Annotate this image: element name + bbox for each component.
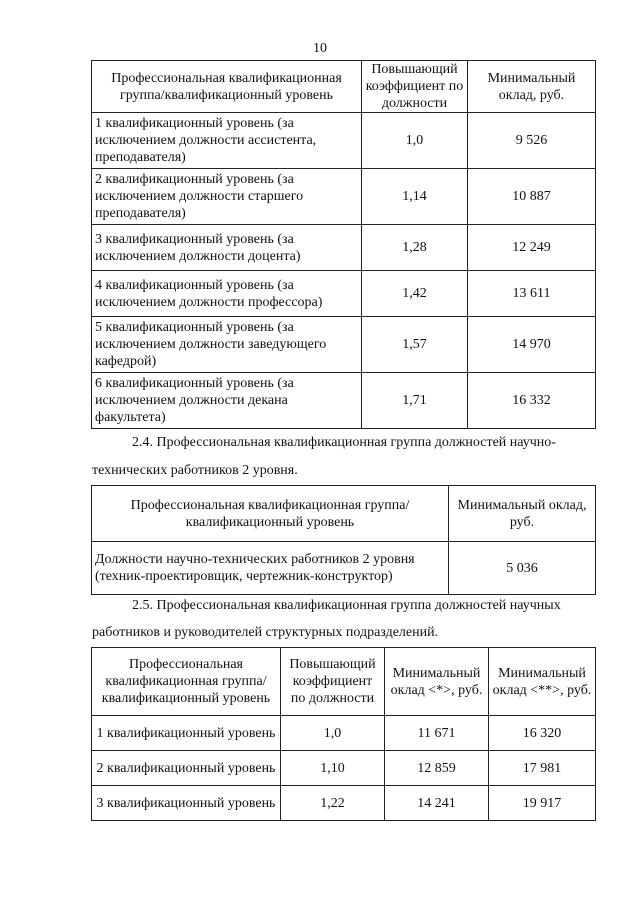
coefficient-cell: 1,0: [362, 113, 468, 169]
level-cell: 2 квалификационный уровень: [92, 751, 281, 786]
salary-cell: 16 320: [489, 716, 596, 751]
level-cell: 2 квалификационный уровень (за исключением должности старшего преподавателя): [92, 169, 362, 225]
level-cell: 1 квалификационный уровень: [92, 716, 281, 751]
column-header-group-level: Профессиональная квалификационная группа/квалификационный уровень: [92, 486, 449, 542]
table-header-row: [92, 648, 596, 716]
coefficient-cell: 1,22: [281, 786, 385, 821]
section-2-4-line-2: технических работников 2 уровня.: [92, 463, 298, 478]
salary-cell: 14 970: [468, 317, 596, 373]
table-row: [92, 113, 596, 169]
table-row: [92, 542, 596, 595]
coefficient-cell: 1,42: [362, 271, 468, 317]
table-header-row: [92, 486, 596, 542]
salary-cell: 5 036: [449, 542, 596, 595]
coefficient-cell: 1,71: [362, 373, 468, 429]
salary-cell: 12 249: [468, 225, 596, 271]
level-cell: 3 квалификационный уровень: [92, 786, 281, 821]
section-2-5-line-1: 2.5. Профессиональная квалификационная группа должностей научных: [132, 598, 561, 613]
coefficient-cell: 1,28: [362, 225, 468, 271]
coefficient-cell: 1,0: [281, 716, 385, 751]
level-cell: 3 квалификационный уровень (за исключением должности доцента): [92, 225, 362, 271]
table-row: [92, 169, 596, 225]
section-2-5-line-2: работников и руководителей структурных подразделений.: [92, 625, 439, 640]
salary-cell: 16 332: [468, 373, 596, 429]
table-header-row: [92, 61, 596, 113]
salary-cell: 12 859: [385, 751, 489, 786]
table-row: [92, 786, 596, 821]
page-number: 10: [313, 41, 327, 56]
table-row: [92, 751, 596, 786]
coefficient-cell: 1,10: [281, 751, 385, 786]
column-header-min-salary: Минимальный оклад, руб.: [468, 61, 596, 113]
column-header-min-salary: Минимальный оклад, руб.: [449, 486, 596, 542]
column-header-min-salary-1: Минимальный оклад <*>, руб.: [385, 648, 489, 716]
level-cell: 6 квалификационный уровень (за исключением должности декана факультета): [92, 373, 362, 429]
table-row: [92, 373, 596, 429]
salary-cell: 19 917: [489, 786, 596, 821]
level-cell: 4 квалификационный уровень (за исключением должности профессора): [92, 271, 362, 317]
table-row: [92, 225, 596, 271]
column-header-coefficient: Повышающий коэффициент по должности: [281, 648, 385, 716]
salary-table-technical-staff: [91, 485, 596, 595]
salary-table-teaching-staff: [91, 60, 596, 429]
salary-cell: 17 981: [489, 751, 596, 786]
column-header-min-salary-2: Минимальный оклад <**>, руб.: [489, 648, 596, 716]
salary-table-research-staff: [91, 647, 596, 821]
salary-cell: 14 241: [385, 786, 489, 821]
table-row: [92, 271, 596, 317]
level-cell: 1 квалификационный уровень (за исключением должности ассистента, преподавателя): [92, 113, 362, 169]
salary-cell: 9 526: [468, 113, 596, 169]
level-cell: Должности научно-технических работников 2 уровня (техник-проектировщик, чертежник-конструктор): [92, 542, 449, 595]
coefficient-cell: 1,57: [362, 317, 468, 373]
column-header-coefficient: Повышающий коэффициент по должности: [362, 61, 468, 113]
salary-cell: 13 611: [468, 271, 596, 317]
coefficient-cell: 1,14: [362, 169, 468, 225]
column-header-group-level: Профессиональная квалификационная группа/квалификационный уровень: [92, 648, 281, 716]
level-cell: 5 квалификационный уровень (за исключением должности заведующего кафедрой): [92, 317, 362, 373]
salary-cell: 10 887: [468, 169, 596, 225]
salary-cell: 11 671: [385, 716, 489, 751]
section-2-4-line-1: 2.4. Профессиональная квалификационная группа должностей научно-: [132, 435, 556, 450]
table-row: [92, 716, 596, 751]
column-header-group-level: Профессиональная квалификационная группа/квалификационный уровень: [92, 61, 362, 113]
table-row: [92, 317, 596, 373]
